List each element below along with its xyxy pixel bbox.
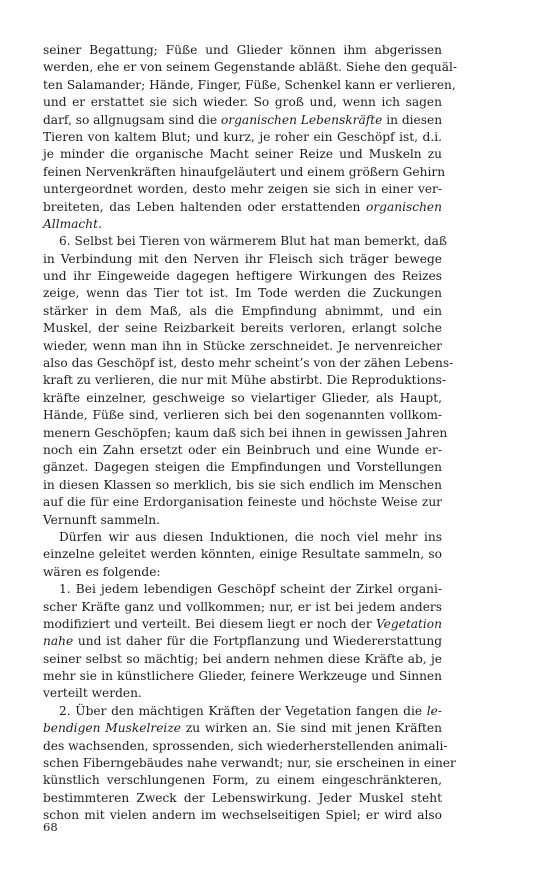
text-line: werden, ehe er von seinem Gegenstande abläßt. Siehe den gequäl-	[43, 60, 458, 75]
text-line: seiner selbst so mächtig; bei andern nehmen diese Kräfte ab, je	[43, 651, 442, 666]
text-line: 2. Über den mächtigen Kräften der Vegetation fangen die le-	[59, 703, 442, 718]
text-line: also das Geschöpf ist, desto mehr scheint’s von der zähen Lebens-	[43, 356, 454, 371]
page-number: 68	[43, 820, 58, 834]
text-line: bestimmteren Zweck der Lebenswirkung. Jeder Muskel steht	[43, 790, 442, 805]
text-line: wieder, wenn man ihn in Stücke zerschneidet. Je nervenreicher	[43, 338, 442, 353]
text-line: kräfte einzelner, geschweige so vielartiger Glieder, als Haupt,	[43, 390, 442, 405]
text-line: darf, so allgnugsam sind die organischen Lebenskräfte in diesen	[43, 112, 443, 127]
text-line: Muskel, der seine Reizbarkeit bereits verloren, erlangt solche	[43, 321, 442, 336]
text-line: zeige, wenn das Tier tot ist. Im Tode werden die Zuckungen	[43, 286, 442, 301]
text-line: in diesen Klassen so merklich, bis sie sich endlich im Menschen	[43, 477, 442, 492]
text-line: Allmacht.	[43, 216, 102, 231]
text-line: kraft zu verlieren, die nur mit Mühe abstirbt. Die Reproduktions-	[43, 373, 447, 388]
text-line: in Verbindung mit den Nerven ihr Fleisch sich träger bewege	[43, 251, 442, 266]
text-line: künstlich verschlungenen Form, zu einem eingeschränkteren,	[43, 773, 442, 788]
text-line: bendigen Muskelreize zu wirken an. Sie sind mit jenen Kräften	[43, 721, 442, 736]
text-line: stärker in dem Maß, als die Empfindung abnimmt, und ein	[43, 303, 442, 318]
text-line: und er erstattet sie sich wieder. So groß und, wenn ich sagen	[43, 95, 442, 110]
text-line: verteilt werden.	[43, 686, 142, 701]
text-line: untergeordnet worden, desto mehr zeigen sie sich in einer ver-	[43, 182, 442, 197]
text-line: Vernunft sammeln.	[43, 512, 161, 527]
text-line: 1. Bei jedem lebendigen Geschöpf scheint der Zirkel organi-	[59, 582, 442, 597]
page-body	[43, 42, 458, 825]
text-line: mehr sie in künstlichere Glieder, feinere Werkzeuge und Sinnen	[43, 669, 442, 684]
text-line: Tieren von kaltem Blut; und kurz, je roher ein Geschöpf ist, d.i.	[43, 129, 442, 144]
text-line: je minder die organische Macht seiner Reize und Muskeln zu	[43, 147, 442, 162]
text-line: auf die für eine Erdorganisation feineste und höchste Weise zur	[43, 495, 442, 510]
text-line: schen Fiberngebäudes nahe verwandt; nur, sie erscheinen in einer	[43, 756, 456, 771]
text-line: 6. Selbst bei Tieren von wärmerem Blut hat man bemerkt, daß	[59, 234, 448, 249]
text-line: seiner Begattung; Füße und Glieder können ihm abgerissen	[43, 43, 442, 57]
text-line: noch ein Zahn ersetzt oder ein Beinbruch und eine Wunde er-	[43, 442, 442, 457]
text-line: des wachsenden, sprossenden, sich wiederherstellenden animali-	[43, 738, 448, 753]
text-line: wären es folgende:	[43, 564, 161, 579]
text-line: menern Geschöpfen; kaum daß sich bei ihnen in gewissen Jahren	[43, 425, 448, 440]
text-line: modifiziert und verteilt. Bei diesem liegt er noch der Vegetation	[43, 616, 442, 631]
text-line: nahe und ist daher für die Fortpflanzung und Wiedererstattung	[43, 634, 442, 649]
text-line: feinen Nervenkräften hinaufgeläutert und einem größern Gehirn	[43, 164, 446, 179]
text-line: scher Kräfte ganz und vollkommen; nur, er ist bei jedem anders	[43, 599, 442, 614]
text-line: schon mit vielen andern im wechselseitigen Spiel; er wird also	[43, 808, 442, 823]
text-line: ten Salamander; Hände, Finger, Füße, Schenkel kann er verlieren,	[43, 77, 456, 92]
text-line: einzelne geleitet werden könnten, einige Resultate sammeln, so	[43, 547, 442, 562]
text-line: gänzet. Dagegen steigen die Empfindungen und Vorstellungen	[43, 460, 442, 475]
text-line: Dürfen wir aus diesen Induktionen, die noch viel mehr ins	[59, 529, 442, 544]
text-line: und ihr Eingeweide dagegen heftigere Wirkungen des Reizes	[43, 269, 442, 284]
text-line: Hände, Füße sind, verlieren sich bei den sogenannten vollkom-	[43, 408, 442, 423]
text-line: breiteten, das Leben haltenden oder erstattenden organischen	[43, 199, 442, 214]
